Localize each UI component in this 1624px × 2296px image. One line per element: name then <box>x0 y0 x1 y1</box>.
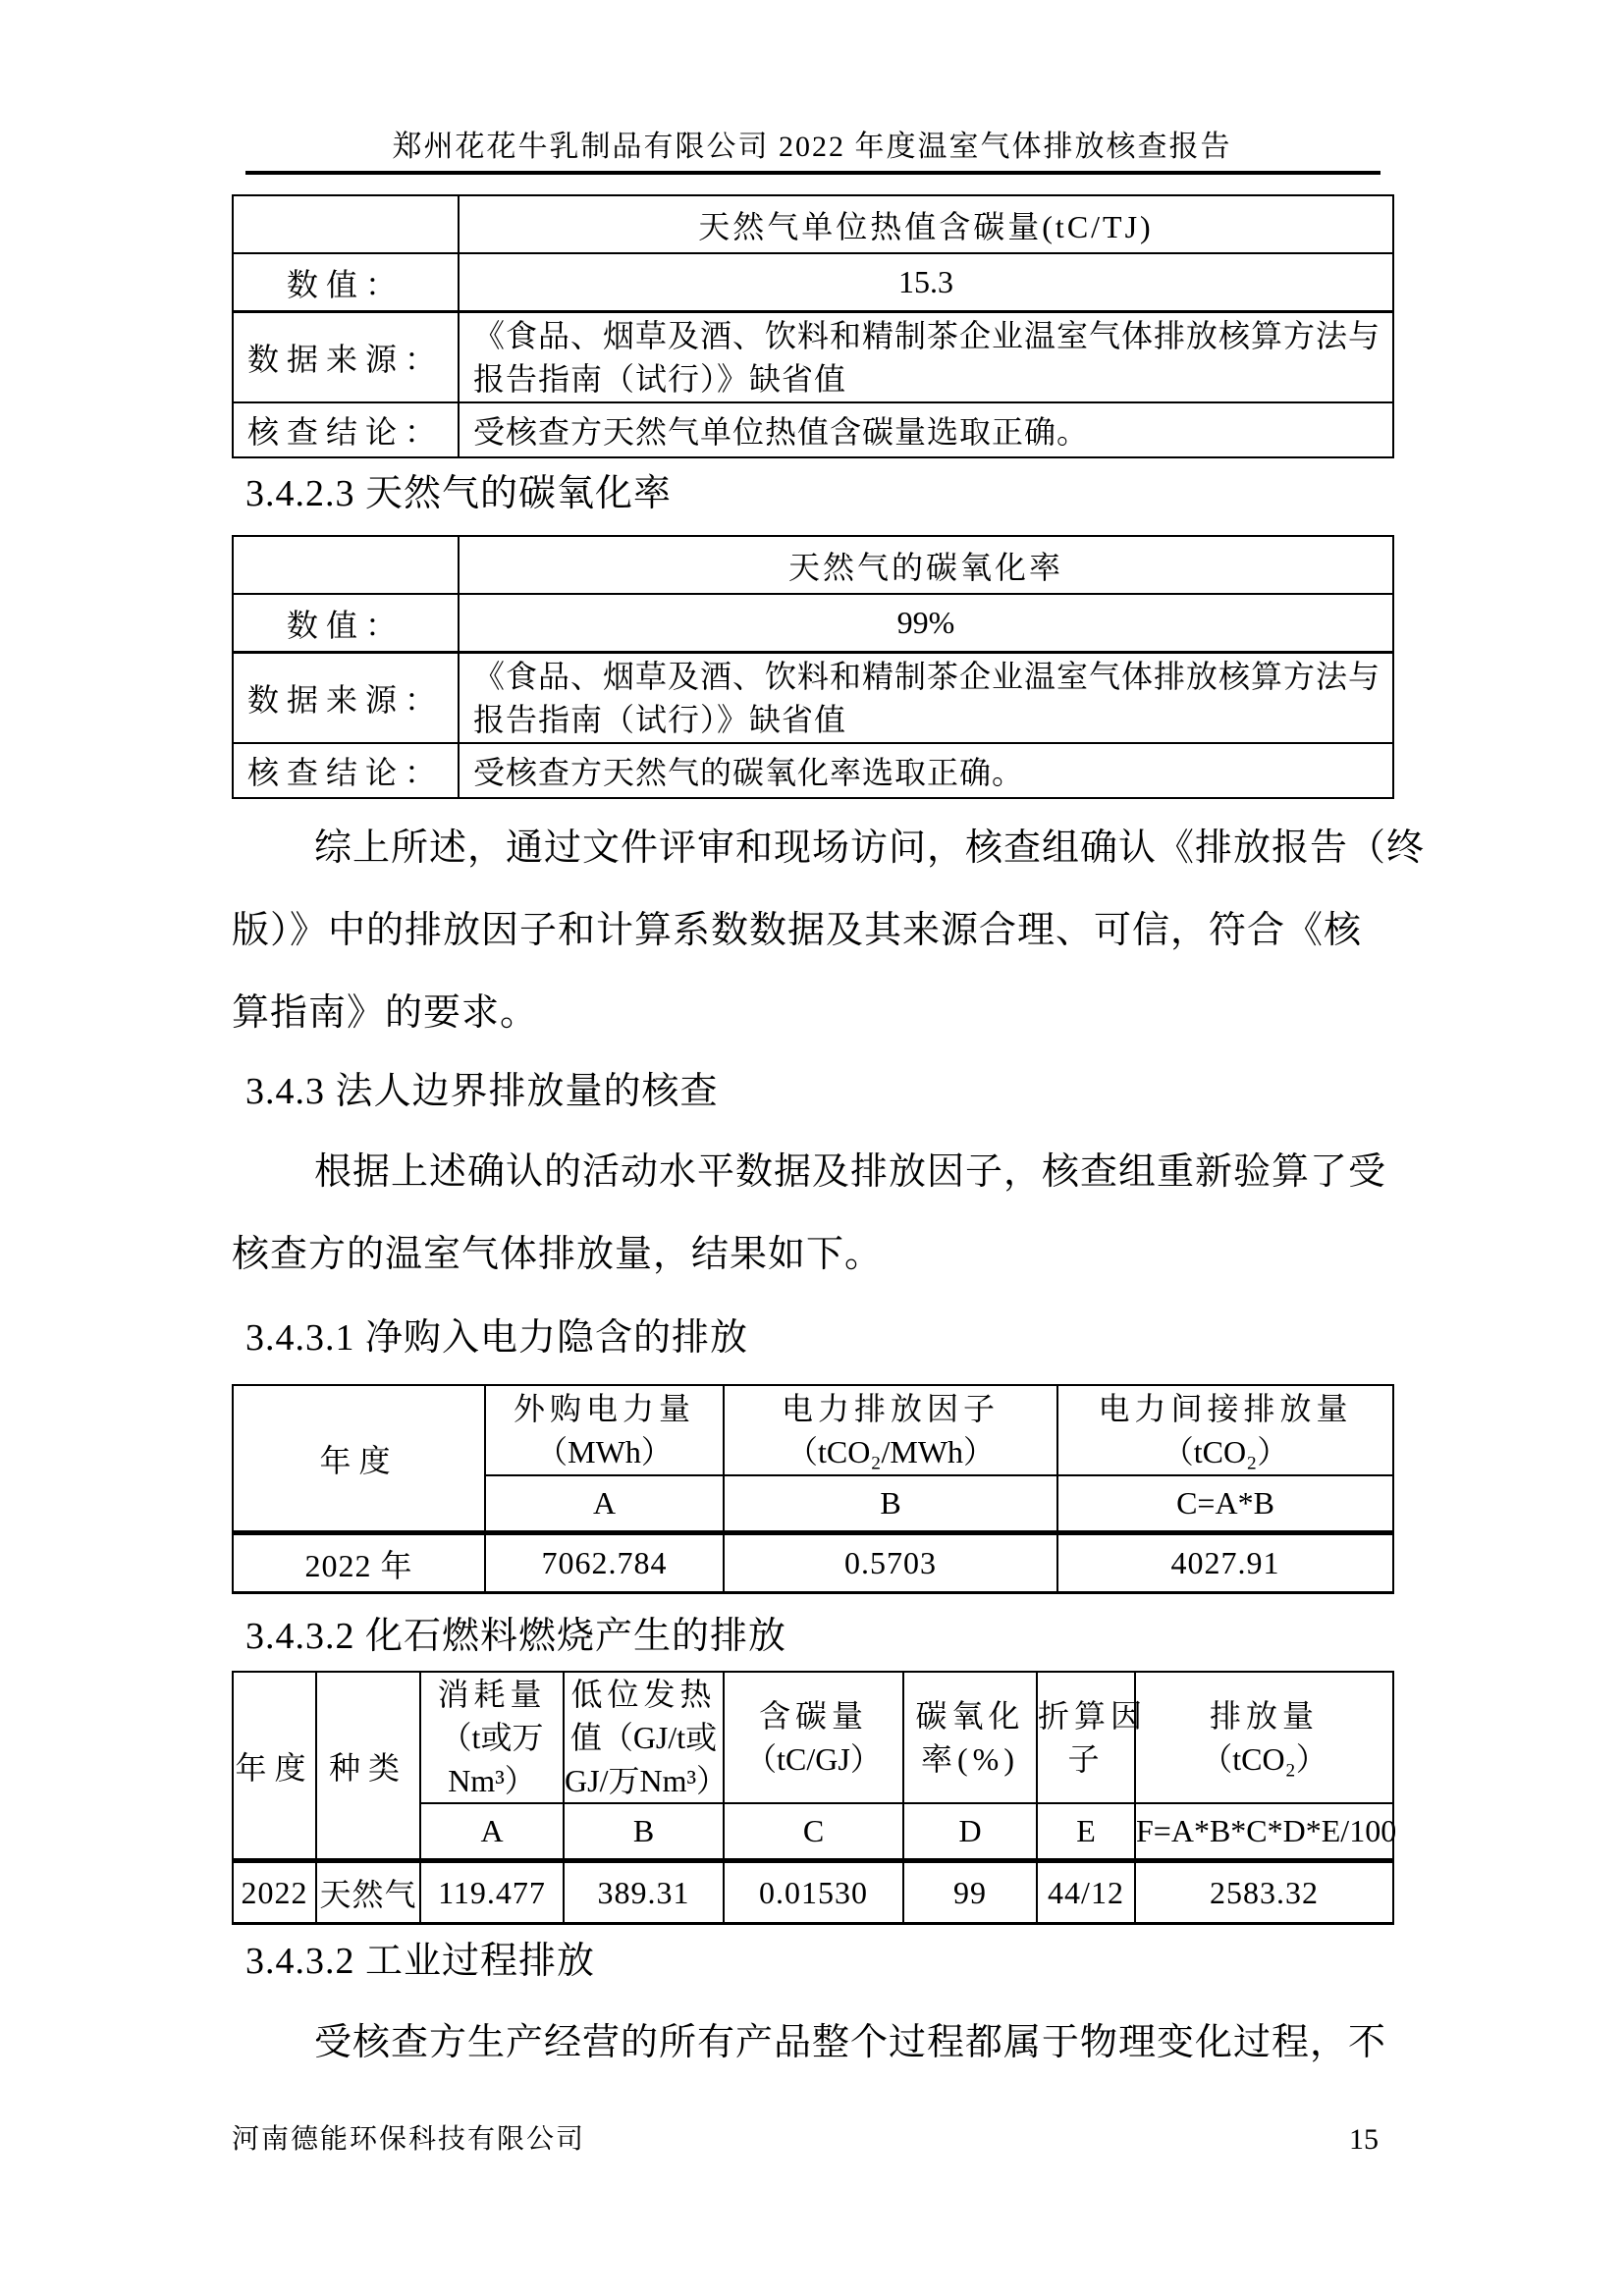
row-label: 核查结论： <box>233 402 459 457</box>
page-number: 15 <box>1349 2123 1379 2156</box>
data-cell: 0.01530 <box>724 1861 903 1924</box>
page-footer <box>232 2118 1392 2162</box>
source-line: 《食品、烟草及酒、饮料和精制茶企业温室气体排放核算方法与 <box>473 318 1381 353</box>
paragraph-line: 根据上述确认的活动水平数据及排放因子，核查组重新验算了受 <box>314 1151 1387 1193</box>
paragraph-line: 版）》中的排放因子和计算系数数据及其来源合理、可信，符合《核 <box>232 910 1363 951</box>
source-cell <box>459 653 1393 744</box>
column-title-line: 电力排放因子 <box>781 1391 1000 1426</box>
formula-cell: C <box>724 1803 903 1861</box>
value-cell: 99% <box>459 594 1393 653</box>
process-emission-paragraph <box>232 2002 1392 2084</box>
column-title-line: 子 <box>1067 1741 1105 1777</box>
formula-cell: D <box>903 1803 1037 1861</box>
year-cell: 2022 <box>233 1861 316 1924</box>
column-title-line: 外购电力量 <box>513 1391 695 1426</box>
column-header-cell <box>1057 1385 1393 1475</box>
source-line: 报告指南（试行）》缺省值 <box>473 361 847 397</box>
source-line: 报告指南（试行）》缺省值 <box>473 702 847 737</box>
table-row <box>233 1533 1393 1593</box>
formula-cell: E <box>1037 1803 1135 1861</box>
table-row <box>233 594 1393 653</box>
header-divider <box>245 171 1380 175</box>
year-header-cell: 年度 <box>233 1385 485 1533</box>
year-cell: 2022 年 <box>233 1533 485 1593</box>
paragraph-line: 受核查方生产经营的所有产品整个过程都属于物理变化过程，不 <box>314 2022 1387 2063</box>
fossil-fuel-emission-table <box>232 1671 1397 1925</box>
data-cell: 44/12 <box>1037 1861 1135 1924</box>
fuel-type-cell: 天然气 <box>316 1861 420 1924</box>
section-heading-3-4-3-2-fossil: 3.4.3.2 化石燃料燃烧产生的排放 <box>245 1616 787 1657</box>
section-heading-3-4-3-2-process: 3.4.3.2 工业过程排放 <box>245 1941 596 1982</box>
column-title-line: （tCO₂） <box>1201 1741 1327 1777</box>
column-header-cell <box>564 1672 729 1803</box>
paragraph-line: 核查方的温室气体排放量，结果如下。 <box>232 1234 884 1275</box>
column-header-cell <box>724 1385 1057 1475</box>
source-cell <box>459 312 1393 403</box>
row-label: 数据来源： <box>233 312 459 403</box>
page-header-title: 郑州花花牛乳制品有限公司 2022 年度温室气体排放核查报告 <box>392 131 1232 163</box>
column-title-line: （t或万 <box>440 1720 544 1755</box>
footer-company-name: 河南德能环保科技有限公司 <box>232 2124 586 2155</box>
data-cell: 2583.32 <box>1135 1861 1393 1924</box>
section-heading-3-4-3: 3.4.3 法人边界排放量的核查 <box>245 1071 719 1112</box>
column-header-cell <box>1037 1672 1148 1803</box>
column-title-line: 电力间接排放量 <box>1098 1391 1353 1426</box>
column-title-line: 排放量 <box>1209 1698 1319 1734</box>
data-cell: 7062.784 <box>485 1533 724 1593</box>
formula-cell: A <box>485 1475 724 1533</box>
oxidation-rate-table <box>232 535 1394 799</box>
data-cell: 0.5703 <box>724 1533 1057 1593</box>
section-heading-3-4-3-1: 3.4.3.1 净购入电力隐含的排放 <box>245 1317 749 1359</box>
table-title-cell: 天然气单位热值含碳量(tC/TJ) <box>459 195 1393 253</box>
column-title-line: GJ/万Nm³） <box>565 1763 729 1798</box>
column-title-line: 碳氧化 <box>915 1698 1025 1734</box>
formula-cell: B <box>564 1803 724 1861</box>
year-header-cell: 年度 <box>233 1672 316 1861</box>
table-row <box>233 743 1393 798</box>
column-title-line: 值（GJ/t或 <box>569 1720 718 1755</box>
column-title-line: 折算因 <box>1038 1698 1148 1734</box>
data-cell: 119.477 <box>420 1861 564 1924</box>
value-cell: 15.3 <box>459 253 1393 312</box>
table-row <box>233 1672 1393 1803</box>
column-title-line: 含碳量 <box>758 1698 868 1734</box>
table-row <box>233 312 1393 403</box>
row-label: 数值： <box>233 594 459 653</box>
column-title-line: Nm³） <box>448 1763 536 1798</box>
column-title-line: （tCO₂/MWh） <box>785 1434 996 1469</box>
data-cell: 4027.91 <box>1057 1533 1393 1593</box>
section-heading-3-4-2-3: 3.4.2.3 天然气的碳氧化率 <box>245 473 673 514</box>
formula-cell: B <box>724 1475 1057 1533</box>
column-header-cell <box>485 1385 724 1475</box>
column-header-cell <box>1135 1672 1393 1803</box>
fuel-type-header-cell: 种类 <box>316 1672 420 1861</box>
electricity-emission-table <box>232 1384 1394 1594</box>
source-line: 《食品、烟草及酒、饮料和精制茶企业温室气体排放核算方法与 <box>473 659 1381 694</box>
table-title-cell: 天然气的碳氧化率 <box>459 536 1393 594</box>
row-label: 数据来源： <box>233 653 459 744</box>
formula-cell: C=A*B <box>1057 1475 1393 1533</box>
table-row <box>233 653 1393 744</box>
formula-cell: F=A*B*C*D*E/100 <box>1135 1803 1393 1861</box>
table-row <box>233 402 1393 457</box>
formula-cell: A <box>420 1803 564 1861</box>
paragraph-line: 算指南》的要求。 <box>232 992 539 1034</box>
heat-value-carbon-table <box>232 194 1394 458</box>
empty-cell <box>233 536 459 594</box>
column-title-line: （tC/GJ） <box>745 1741 882 1777</box>
column-title-line: 率(%) <box>921 1741 1019 1777</box>
conclusion-cell: 受核查方天然气的碳氧化率选取正确。 <box>459 743 1393 798</box>
column-header-cell <box>420 1672 564 1803</box>
row-label: 核查结论： <box>233 743 459 798</box>
paragraph-line: 综上所述，通过文件评审和现场访问，核查组确认《排放报告（终 <box>314 828 1426 869</box>
column-header-cell <box>724 1672 903 1803</box>
summary-paragraph <box>232 807 1426 1054</box>
table-row <box>233 536 1393 594</box>
column-title-line: （MWh） <box>536 1434 673 1469</box>
data-cell: 389.31 <box>564 1861 724 1924</box>
column-title-line: （tCO₂） <box>1162 1434 1289 1469</box>
page-content <box>0 126 1624 2084</box>
table-row <box>233 1385 1393 1475</box>
column-title-line: 消耗量 <box>437 1677 547 1712</box>
row-label: 数值： <box>233 253 459 312</box>
empty-cell <box>233 195 459 253</box>
conclusion-cell: 受核查方天然气单位热值含碳量选取正确。 <box>459 402 1393 457</box>
data-cell: 99 <box>903 1861 1037 1924</box>
table-row <box>233 1861 1393 1924</box>
recalculation-paragraph <box>232 1131 1392 1296</box>
table-row <box>233 195 1393 253</box>
column-header-cell <box>903 1672 1037 1803</box>
column-title-line: 低位发热 <box>570 1677 717 1712</box>
table-row <box>233 253 1393 312</box>
